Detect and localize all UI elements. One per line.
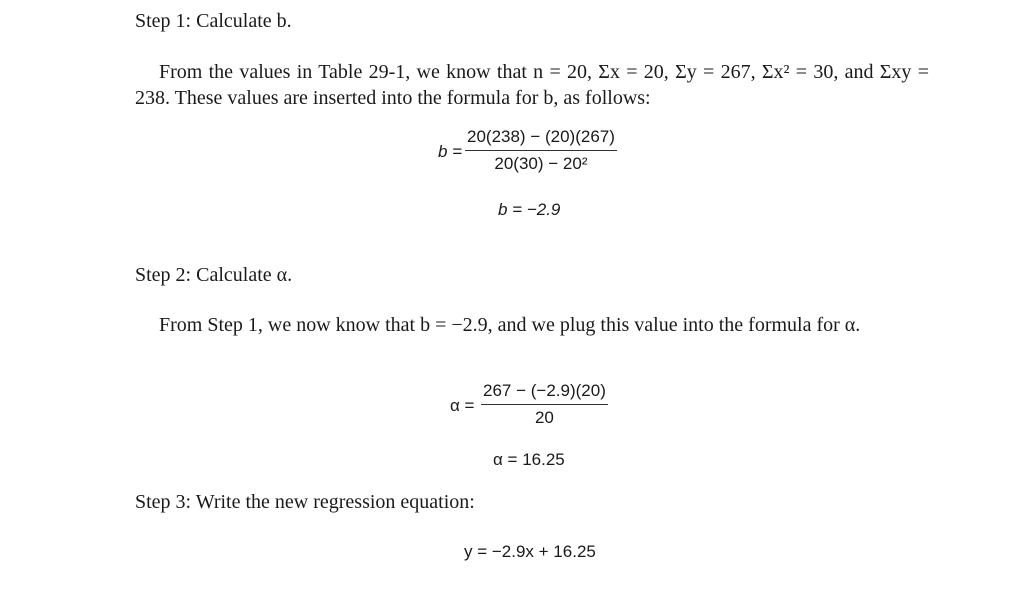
step2-paragraph: From Step 1, we now know that b = −2.9, and we plug this value into the formula for α. <box>159 314 861 336</box>
step1-denominator: 20(30) − 20² <box>494 154 588 173</box>
step1-numerator: 20(238) − (20)(267) <box>465 127 617 151</box>
step2-numerator: 267 − (−2.9)(20) <box>481 381 608 405</box>
step1-title: Step 1: Calculate b. <box>135 10 292 32</box>
regression-equation: y = −2.9x + 16.25 <box>464 542 596 561</box>
step2-title: Step 2: Calculate α. <box>135 264 293 286</box>
step1-formula-lhs: b = <box>438 142 463 161</box>
step2-denominator: 20 <box>534 408 554 427</box>
step1-paragraph: From the values in Table 29-1, we know that n = 20, Σx = 20, Σy = 267, Σx² = 30, and Σxy = 238. These values are inserted into the formula for b, as follows: <box>135 61 929 109</box>
step1-fraction <box>465 127 617 174</box>
step2-fraction <box>481 381 608 428</box>
step2-result: α = 16.25 <box>493 450 565 469</box>
step1-result: b = −2.9 <box>498 200 561 219</box>
step2-formula-lhs: α = <box>450 396 475 415</box>
step3-title: Step 3: Write the new regression equation: <box>135 491 475 513</box>
